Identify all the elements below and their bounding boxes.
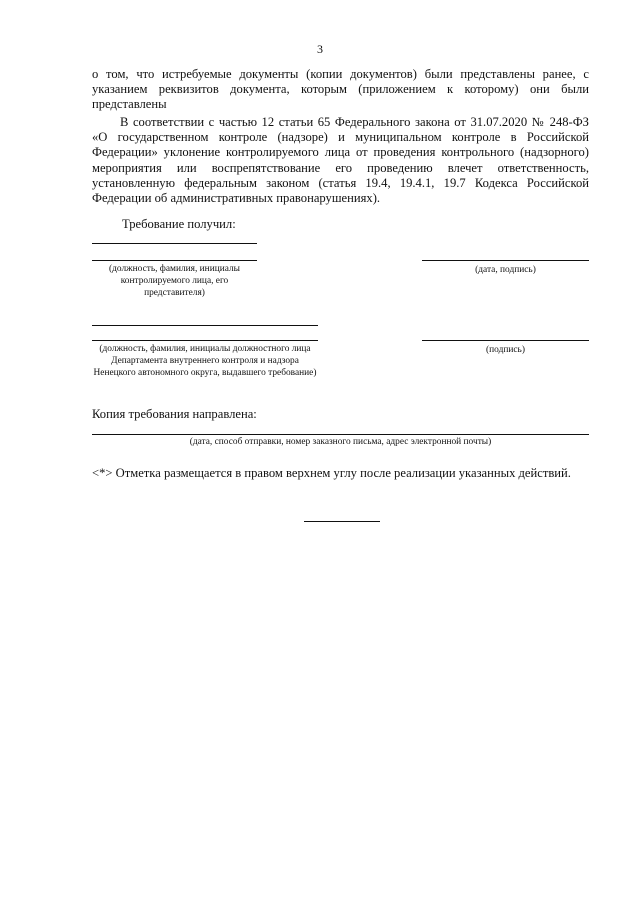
date-signature-line: [422, 260, 589, 261]
paragraph-documents-submitted: о том, что истребуемые документы (копии документов) были представлены ранее, с указанием реквизитов документа, которым (приложением к которому) они были представлены: [92, 67, 589, 112]
caption-date-signature: (дата, подпись): [475, 265, 536, 275]
received-label: Требование получил:: [122, 217, 236, 231]
official-line: [92, 340, 318, 341]
copy-sent-label: Копия требования направлена:: [92, 407, 257, 421]
signature-line: [422, 340, 589, 341]
copy-sent-line: [92, 434, 589, 435]
controlled-person-line: [92, 260, 257, 261]
caption-copy-sent: (дата, способ отправки, номер заказного письма, адрес электронной почты): [189, 437, 492, 447]
caption-controlled-person: (должность, фамилия, инициалы контролируемого лица, его представителя): [109, 264, 240, 298]
official-line-top: [92, 325, 318, 326]
paragraph-legal-reference: В соответствии с частью 12 статьи 65 Федерального закона от 31.07.2020 № 248-ФЗ «О государственном контроле (надзоре) и муниципальном контроле в Российской Федерации» уклонение контролируемого лица от проведения контрольного (надзорного) мероприятия или воспрепятствование его проведению влечет ответственность, установленную федеральным законом (статья 19.4, 19.4.1, 19.7 Кодекса Российской Федерации об административных правонарушениях).: [92, 115, 589, 206]
footnote: <*> Отметка размещается в правом верхнем углу после реализации указанных действий.: [92, 466, 571, 480]
caption-signature: (подпись): [486, 345, 525, 355]
end-divider: [304, 521, 380, 522]
signature-line-short: [92, 243, 257, 244]
page-number: 3: [317, 42, 323, 56]
caption-official: (должность, фамилия, инициалы должностного лица Департамента внутреннего контроля и надзора Ненецкого автономного округа, выдавшего требование): [93, 344, 317, 378]
